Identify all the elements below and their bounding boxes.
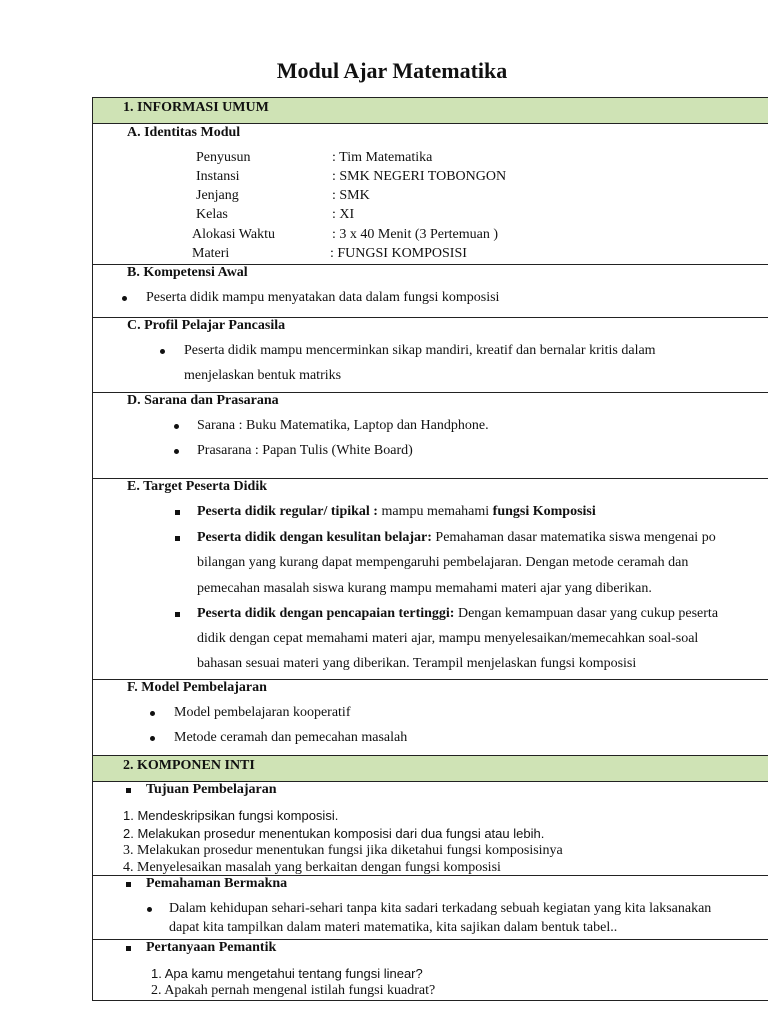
section-informasi-umum-header [93,98,768,124]
bullet-icon [174,424,179,429]
list-item: Dalam kehidupan sehari-sehari tanpa kita sadari terkadang sebuah kegiatan yang kita laksanakan [169,901,712,916]
list-item: Sarana : Buku Matematika, Laptop dan Handphone. [197,418,489,433]
list-item: Peserta didik dengan pencapaian tertinggi: Dengan kemampuan dasar yang cukup peserta [197,606,719,621]
tujuan-heading: Tujuan Pembelajaran [146,782,277,797]
info-value: : 3 x 40 Menit (3 Pertemuan ) [332,227,499,242]
list-item: Prasarana : Papan Tulis (White Board) [197,443,413,458]
list-item: 3. Melakukan prosedur menentukan fungsi jika diketahui fungsi komposisinya [123,843,563,858]
info-key: Kelas [196,207,228,222]
list-item-continuation: bahasan sesuai materi yang diberikan. Terampil menjelaskan fungsi komposisi [197,656,637,671]
section-komponen-inti-header [93,756,768,782]
info-key: Materi [192,246,230,261]
info-value: : SMK NEGERI TOBONGON [332,169,507,184]
info-value: : SMK [332,188,370,203]
document-title: Modul Ajar Matematika [276,58,508,83]
list-item: 1. Apa kamu mengetahui tentang fungsi linear? [151,966,423,981]
list-item: Peserta didik mampu menyatakan data dalam fungsi komposisi [146,290,500,305]
profil-heading: C. Profil Pelajar Pancasila [127,318,286,333]
sarana-prasarana [93,393,768,479]
list-item: Peserta didik regular/ tipikal : mampu memahami fungsi Komposisi [197,504,596,519]
square-bullet-icon [126,882,131,887]
model-heading: F. Model Pembelajaran [127,680,267,695]
bullet-icon [147,907,152,912]
info-key: Penyusun [196,150,251,165]
tujuan-pembelajaran [93,782,768,876]
pemahaman-heading: Pemahaman Bermakna [146,876,288,891]
identitas-modul [93,124,768,265]
target-peserta-didik [93,479,768,680]
kompetensi-awal [93,265,768,318]
bullet-icon [160,349,165,354]
square-bullet-icon [126,946,131,951]
pemahaman-bermakna [93,876,768,940]
target-heading: E. Target Peserta Didik [127,479,267,494]
pertanyaan-pemantik [93,940,768,1001]
list-item: Metode ceramah dan pemecahan masalah [174,730,408,745]
info-value: : Tim Matematika [332,150,433,165]
info-value: : XI [332,207,355,222]
bullet-icon [174,449,179,454]
list-item-continuation: menjelaskan bentuk matriks [184,368,342,383]
list-item-continuation: dapat kita tampilkan dalam materi matematika, kita sajikan dalam bentuk tabel.. [169,920,618,935]
list-item-continuation: didik dengan cepat memahami materi ajar, mampu menyelesaikan/memecahkan soal-soal [197,631,699,646]
bullet-icon [150,736,155,741]
square-bullet-icon [175,536,180,541]
info-key: Alokasi Waktu [192,227,275,242]
kompetensi-heading: B. Kompetensi Awal [127,265,248,280]
module-table [92,97,768,1001]
list-item-continuation: bilangan yang kurang dapat mempengaruhi pembelajaran. Dengan metode ceramah dan [197,555,689,570]
bullet-icon [122,296,127,301]
section-label: 2. KOMPONEN INTI [123,758,255,773]
list-item: 1. Mendeskripsikan fungsi komposisi. [123,808,339,823]
list-item: 2. Apakah pernah mengenal istilah fungsi kuadrat? [151,983,436,998]
info-key: Jenjang [196,188,239,203]
square-bullet-icon [175,510,180,515]
bullet-icon [150,711,155,716]
model-pembelajaran [93,680,768,756]
info-value: : FUNGSI KOMPOSISI [330,246,467,261]
square-bullet-icon [175,612,180,617]
identitas-heading: A. Identitas Modul [127,125,241,140]
list-item: Model pembelajaran kooperatif [174,705,351,720]
square-bullet-icon [126,788,131,793]
list-item: 4. Menyelesaikan masalah yang berkaitan dengan fungsi komposisi [123,860,501,875]
list-item: Peserta didik mampu mencerminkan sikap mandiri, kreatif dan bernalar kritis dalam [184,343,656,358]
info-key: Instansi [196,169,240,184]
list-item-continuation: pemecahan masalah siswa kurang mampu memahami materi ajar yang diberikan. [197,581,652,596]
profil-pelajar-pancasila [93,318,768,393]
list-item: 2. Melakukan prosedur menentukan komposisi dari dua fungsi atau lebih. [123,826,545,841]
section-label: 1. INFORMASI UMUM [123,100,269,115]
sarana-heading: D. Sarana dan Prasarana [127,393,279,408]
pertanyaan-heading: Pertanyaan Pemantik [146,940,277,955]
list-item: Peserta didik dengan kesulitan belajar: Pemahaman dasar matematika siswa mengenai po [197,530,716,545]
